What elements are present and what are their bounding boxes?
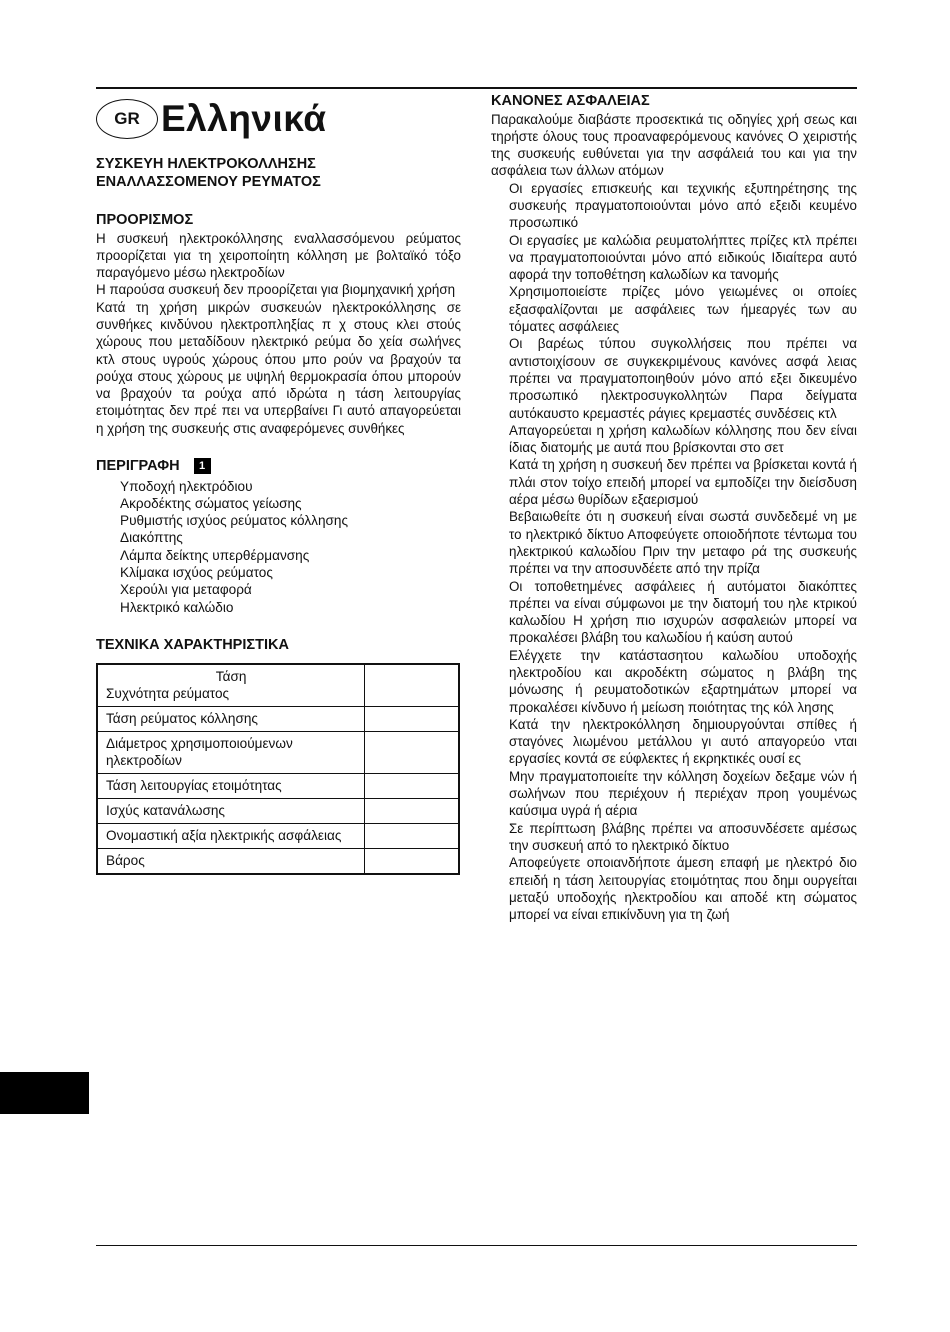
safety-heading: ΚΑΝΟΝΕΣ ΑΣΦΑΛΕΙΑΣ: [491, 93, 650, 109]
table-cell-value: [365, 799, 459, 824]
description-list: [96, 478, 461, 616]
table-cell-value: [365, 732, 459, 774]
table-cell-value: [365, 774, 459, 799]
language-title: Ελληνικά: [161, 98, 327, 139]
list-item: Λάμπα δείκτης υπερθέρμανσης: [120, 547, 310, 563]
document-title-line-1: ΣΥΣΚΕΥΗ ΗΛΕΚΤΡΟΚΟΛΛΗΣΗΣ: [96, 156, 316, 172]
language-header: [96, 94, 461, 144]
specs-table: [96, 663, 460, 875]
left-column: [96, 94, 461, 875]
top-rule: [96, 87, 857, 89]
table-row: [97, 849, 459, 875]
table-cell-label: Ονομαστική αξία ηλεκτρικής ασφάλειας: [97, 824, 365, 849]
safety-rule: Σε περίπτωση βλάβης πρέπει να αποσυνδέσετε αμέσως την συσκευή από το ηλεκτρικό δίκτυο: [509, 820, 857, 853]
spec-label: Συχνότητα ρεύματος: [106, 686, 230, 702]
safety-rule: Βεβαιωθείτε ότι η συσκευή είναι σωστά συνδεδεμέ νη με το ηλεκτρικό δίκτυο Αποφεύγετε οποιοδήποτε τέντωμα του ηλεκτρικού καλωδίου Πριν την μεταφο ρά της συσκευής πρέπει να την αποσυνδέετε από την πρίζα: [509, 509, 857, 577]
table-row: [97, 799, 459, 824]
safety-rule: Οι εργασίες με καλώδια ρευματολήπτες πρίζες κτλ πρέπει να πραγματοποιούνται μόνο από ειδικούς Ιδιαίτερα αυτό αφορά την τοποθέτηση καλωδίων κα τανομής: [509, 232, 857, 283]
safety-rule: Αποφεύγετε οποιανδήποτε άμεση επαφή με ηλεκτρό διο επειδή η τάση λειτουργίας ετοιμότητας που δημι ουργείται μεταξύ υποδοχής ηλεκτροδίου και αποδέ κτη σώματος μπορεί να είναι επικίνδυνη για τη ζωή: [509, 855, 857, 923]
table-row: [97, 774, 459, 799]
table-cell-label: Διάμετρος χρησιμοποιούμενων ηλεκτροδίων: [97, 732, 365, 774]
table-cell-label: [97, 664, 365, 707]
document-title-line-2: ΕΝΑΛΛΑΣΣΟΜΕΝΟΥ ΡΕΥΜΑΤΟΣ: [96, 173, 321, 190]
right-column: [491, 93, 857, 923]
safety-rule: Οι εργασίες επισκευής και τεχνικής εξυπηρέτησης της συσκευής πραγματοποιούνται μόνο από εξειδι κευμένο προσωπικό: [509, 180, 857, 231]
list-item: Υποδοχή ηλεκτρόδιου: [120, 478, 253, 494]
document-title: [96, 156, 461, 191]
bottom-rule: [96, 1245, 857, 1246]
purpose-heading: ΠΡΟΟΡΙΣΜΟΣ: [96, 212, 194, 228]
table-cell-value: [365, 849, 459, 875]
table-cell-label: Ισχύς κατανάλωσης: [97, 799, 365, 824]
table-cell-value: [365, 664, 459, 707]
purpose-paragraph-3: Κατά τη χρήση μικρών συσκευών ηλεκτροκόλλησης σε συνθήκες κινδύνου ηλεκτροπληξίας π χ στους κλει στούς χώρους που μεταδίδουν ηλεκτρικό ρεύμα δο χεία σωλήνες κτλ στους υγρούς χώρους όπου μπο ρούν να βραχούν τα ρούχα στους χώρους με υψηλή θερμοκρασία όπου μπορούν να βραχούν τα ρούχα από ιδρώτα η τάση λειτουργίας ετοιμότητας δεν πρέ πει να υπερβαίνει Γι αυτό απαγορεύεται η χρήση της συσκευής στις αναφερόμενες συνθήκες: [96, 299, 461, 436]
table-cell-label: Βάρος: [97, 849, 365, 875]
table-cell-label: Τάση λειτουργίας ετοιμότητας: [97, 774, 365, 799]
table-row: [97, 732, 459, 774]
purpose-paragraph-1: Η συσκευή ηλεκτροκόλλησης εναλλασσόμενου ρεύματος προορίζεται για τη χειροποίητη κόλληση με βολταϊκό τόξο παραγόμενο μέσω ηλεκτροδίων: [96, 230, 461, 281]
list-item: Ηλεκτρικό καλώδιο: [120, 599, 234, 615]
table-row: [97, 824, 459, 849]
safety-rule: Μην πραγματοποιείτε την κόλληση δοχείων δεξαμε νών ή σωλήνων που περιέχουν ή περιέχαν προη γουμένως καύσιμα υγρά ή αέρια: [509, 768, 857, 819]
table-cell-value: [365, 824, 459, 849]
safety-rule: Κατά την ηλεκτροκόλληση δημιουργούνται σπίθες ή σταγόνες λιωμένου μετάλλου γι αυτό απαγορεύο νται εργασίες κοντά σε εύφλεκτες ή εκρηκτικές ουσί ες: [509, 716, 857, 767]
safety-rule: Οι βαρέως τύπου συγκολλήσεις που πρέπει να αντιστοιχίσουν σε συγκεκριμένους κανόνες ασφά λειας πρέπει να πραγματοποιηθούν μόνο από εξει δικευμένο προσωπικό ηλεκτροσυγκολλητών Παρα δείγματα αυτόκαυστο κρεμαστές ράγιες κρεμαστές συνδέσεις κτλ: [509, 336, 857, 421]
purpose-paragraph-2: Η παρούσα συσκευή δεν προορίζεται για βιομηχανική χρήση: [96, 282, 456, 298]
list-item: Ακροδέκτης σώματος γείωσης: [120, 495, 302, 511]
safety-rule: Χρησιμοποιείστε πρίζες μόνο γειωμένες οι οποίες εξασφαλίζονται με ασφάλειες των ήμεαργές των αυ τόματες ασφάλειες: [509, 284, 857, 335]
table-cell-label: Τάση ρεύματος κόλλησης: [97, 707, 365, 732]
safety-rule: Ελέγχετε την κατάστασητου καλωδίου υποδοχής ηλεκτροδίου και ακροδέκτη σώματος η βλάβη της μόνωσης ή ρευματοδοτικών εξαρτημάτων μπορεί να προκαλέσει κίνδυνο ή μείωση ποιότητας της κόλ λησης: [509, 647, 857, 715]
list-item: Ρυθμιστής ισχύος ρεύματος κόλλησης: [120, 513, 349, 529]
description-heading-text: ΠΕΡΙΓΡΑΦΗ: [96, 458, 180, 475]
side-thumb-tab: [0, 1072, 89, 1114]
table-cell-value: [365, 707, 459, 732]
spec-label-top: Τάση: [215, 669, 247, 685]
table-row: [97, 664, 459, 707]
table-row: [97, 707, 459, 732]
list-item: Χερούλι για μεταφορά: [120, 582, 252, 598]
list-item: Κλίμακα ισχύος ρεύματος: [120, 565, 273, 581]
safety-rule: Απαγορεύεται η χρήση καλωδίων κόλλησης που δεν είναι ίδιας διατομής με αυτά που βρίσκονται στο σετ: [509, 422, 857, 456]
description-heading: [96, 458, 461, 476]
safety-rule: Οι τοποθετημένες ασφάλειες ή αυτόματοι διακόπτες πρέπει να είναι σύμφωνοι με την διατομή του ηλε κτρικού καλωδίου Η χρήση πιο ισχυρών ασφαλειών μπορεί να προκαλέσει βλάβη του καλωδίου ή καύση αυτού: [509, 578, 857, 646]
list-item: Διακόπτης: [120, 530, 183, 546]
figure-number-badge: 1: [194, 458, 211, 474]
specs-heading: ΤΕΧΝΙΚΑ ΧΑΡΑΚΤΗΡΙΣΤΙΚΑ: [96, 636, 289, 653]
safety-intro: Παρακαλούμε διαβάστε προσεκτικά τις οδηγίες χρή σεως και τηρήστε όλους τους προαναφερόμενους κανόνες Ο χειριστής της συσκευής ευθύνεται για την ασφάλειά του και για την ασφάλεια των άλλων ατόμων: [491, 111, 857, 179]
language-code-badge: GR: [96, 99, 158, 139]
safety-rule: Κατά τη χρήση η συσκευή δεν πρέπει να βρίσκεται κοντά ή πλάι στον τοίχο επειδή μπορεί να εμποδίζει την διείσδυση αέρα μέσω θυρίδων εξαερισμού: [509, 457, 857, 508]
